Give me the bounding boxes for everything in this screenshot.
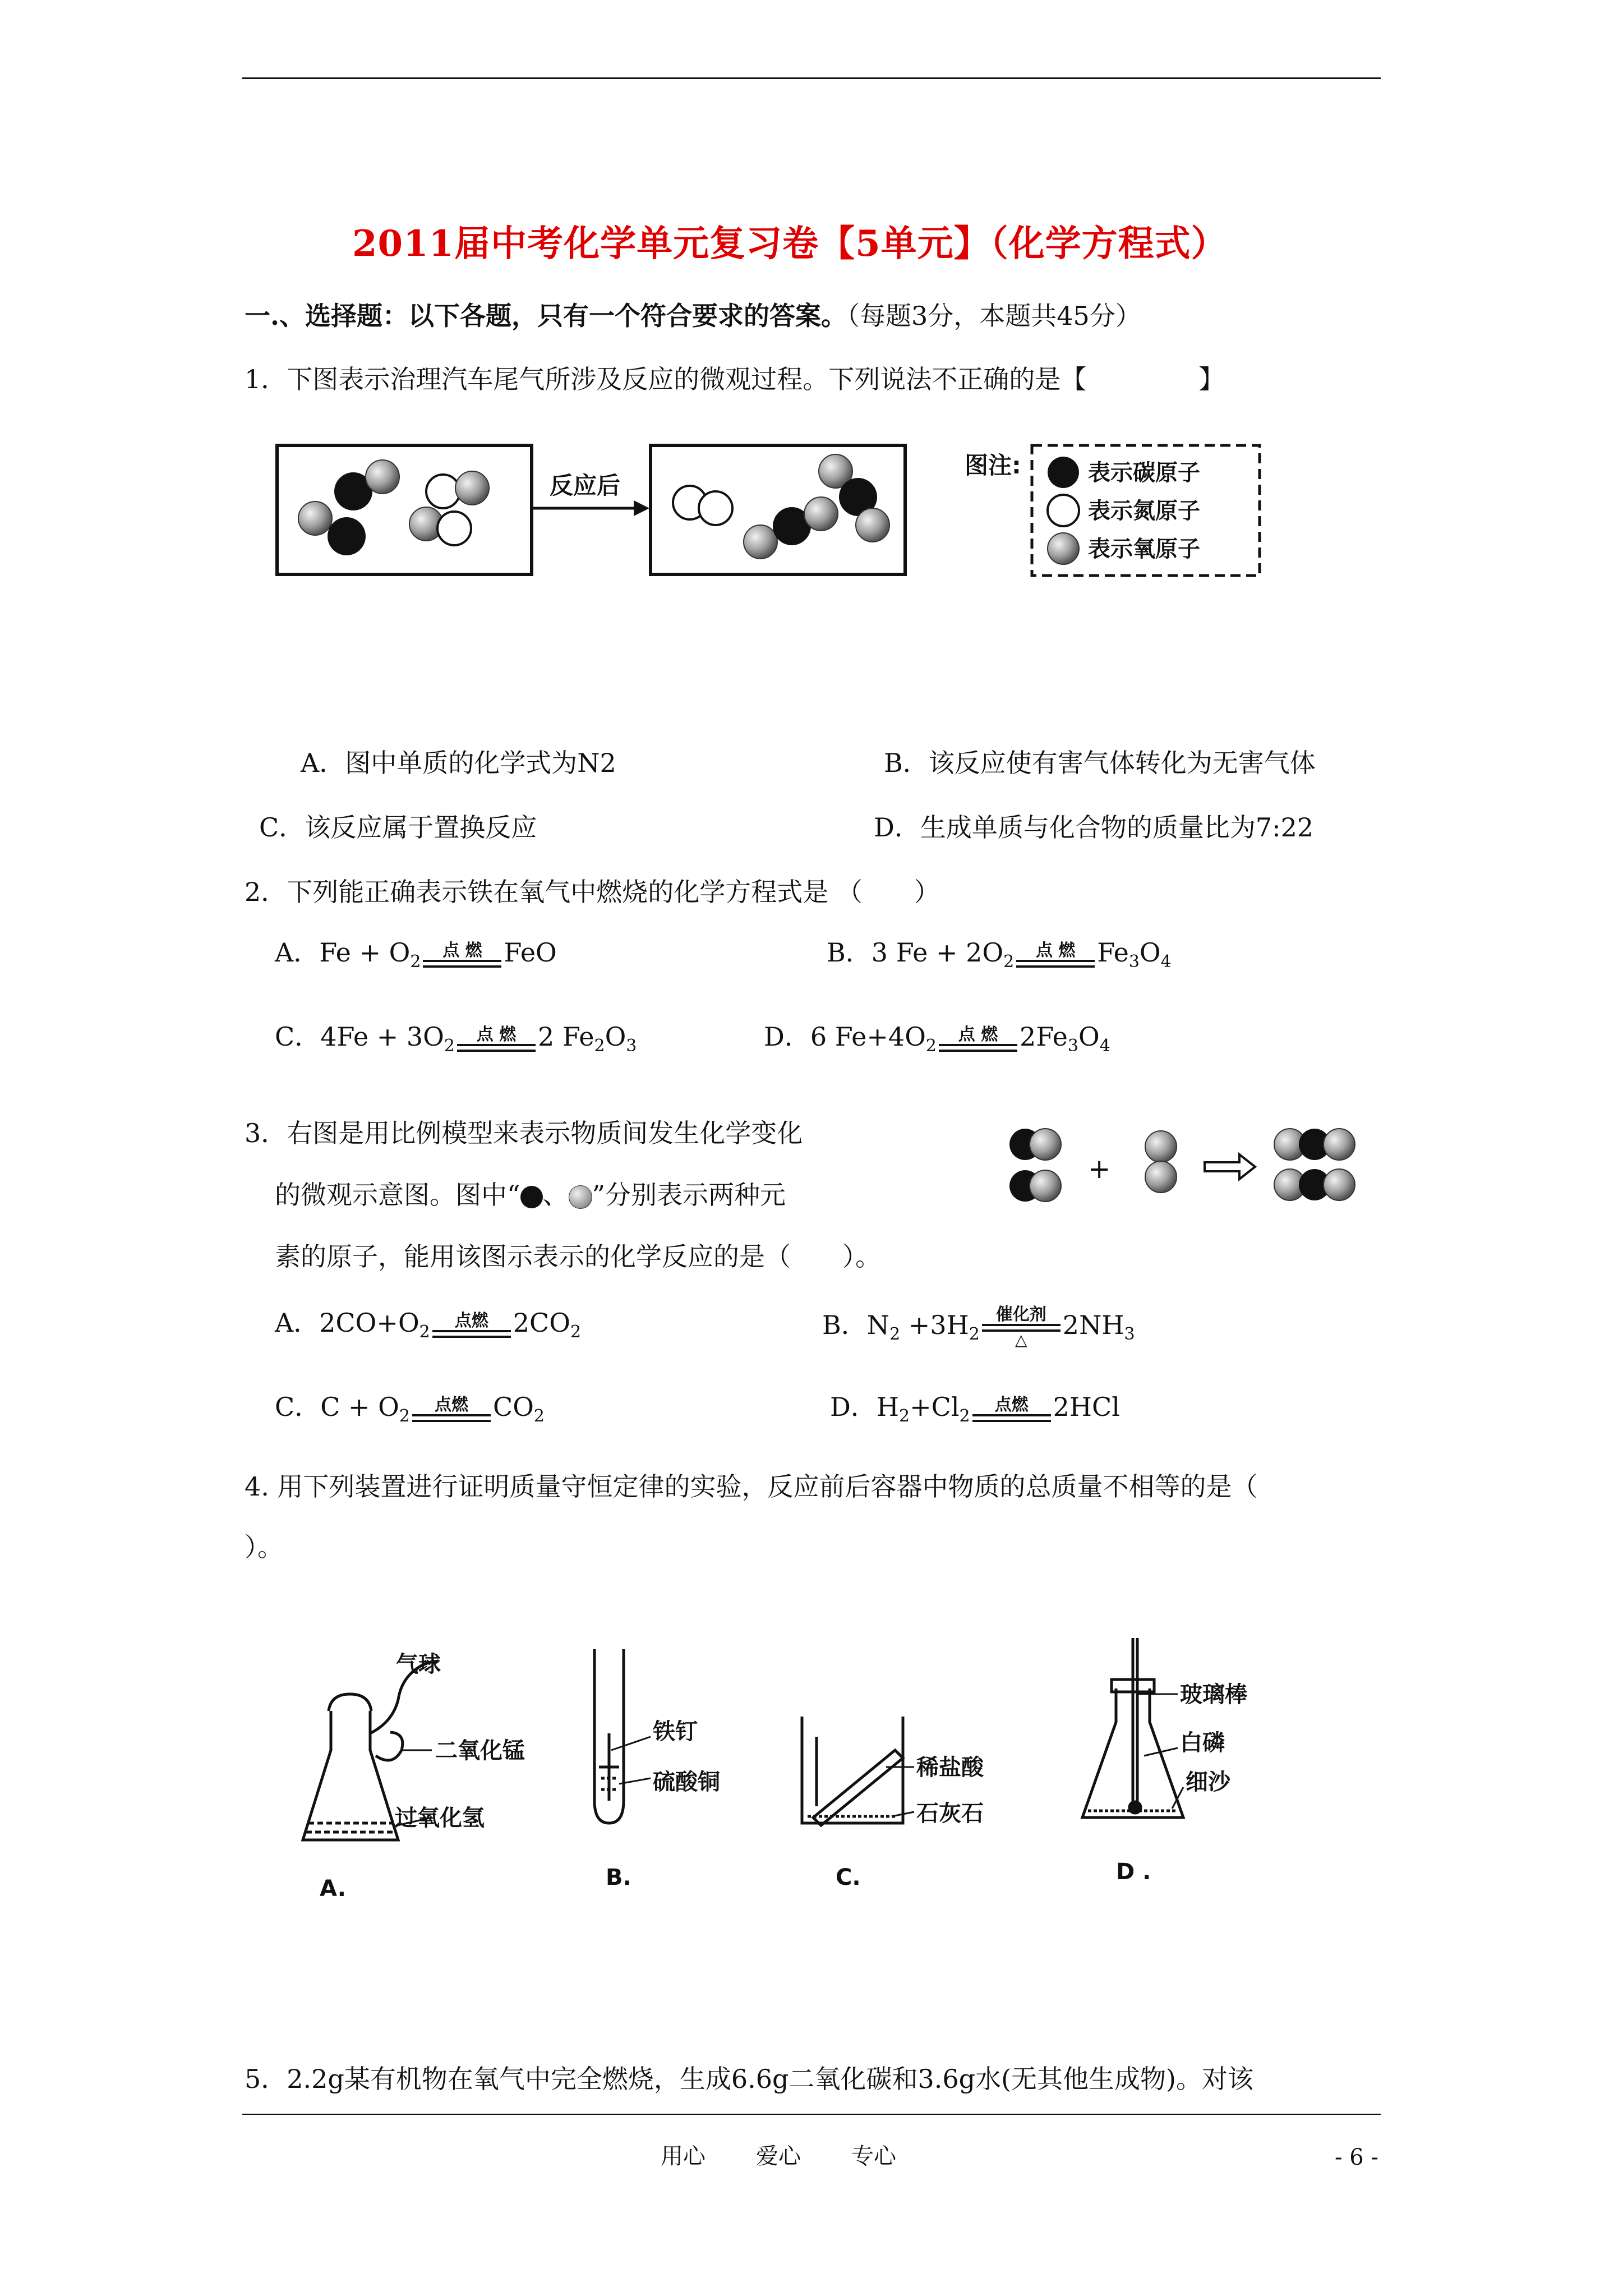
q4-d-phosphorus-label: 白磷 <box>1180 1730 1225 1756</box>
footer-motto: 用心 爱心 专心 <box>661 2143 896 2169</box>
q4-b-nail-label: 铁钉 <box>653 1719 698 1745</box>
q4-line2: ）。 <box>245 1532 283 1562</box>
footer-rule <box>242 2114 1381 2115</box>
q3-line3: 素的原子，能用该图示表示的化学反应的是（ ）。 <box>275 1241 881 1272</box>
q3-option-d: D．$H_2+Cl_2$ 点燃 2HCl <box>830 1392 1120 1427</box>
q2-d-arrow: 点 燃 <box>939 1026 1017 1052</box>
q4-apparatus-figure <box>292 1638 1312 1918</box>
q3-option-c: C．$C + O_2$ 点燃 $CO_2$ <box>275 1392 545 1427</box>
section-heading <box>245 299 1141 333</box>
q3-a-arrow: 点燃 <box>432 1312 511 1338</box>
black-atom-icon <box>520 1186 543 1208</box>
q1-option-a: A．图中单质的化学式为N2 <box>301 748 616 778</box>
q4-b-cuso4-label: 硫酸铜 <box>653 1769 720 1795</box>
q2-option-c: C．$4Fe + 3O_2$ 点 燃 2 $Fe_2O_3$ <box>275 1022 637 1056</box>
q4-d-rod-label: 玻璃棒 <box>1180 1682 1247 1708</box>
q3-line1: 3．右图是用比例模型来表示物质间发生化学变化 <box>245 1118 803 1148</box>
page-number: - 6 - <box>1335 2145 1378 2170</box>
q1-legend-title: 图注: <box>965 452 1021 479</box>
q1-option-d: D．生成单质与化合物的质量比为7:22 <box>874 812 1314 843</box>
q4-c-tag: C. <box>836 1865 861 1890</box>
q4-c-hcl-label: 稀盐酸 <box>916 1755 984 1780</box>
page-title: 2011届中考化学单元复习卷【5单元】（化学方程式） <box>352 223 1228 265</box>
q4-a-tag: A. <box>320 1876 346 1902</box>
q5-stem: 5．2.2g某有机物在氧气中完全燃烧，生成6.6g二氧化碳和3.6g水(无其他生成物)。对该 <box>245 2064 1253 2094</box>
q4-a-balloon-label: 气球 <box>396 1651 441 1677</box>
q1-legend-nitrogen: 表示氮原子 <box>1088 498 1200 524</box>
q1-stem <box>245 362 1224 396</box>
q3-reaction-figure <box>1004 1122 1374 1223</box>
q1-arrow-label: 反应后 <box>550 472 621 499</box>
q4-a-h2o2-label: 过氧化氢 <box>395 1805 485 1831</box>
q4-line1: 4. 用下列装置进行证明质量守恒定律的实验，反应前后容器中物质的总质量不相等的是（ <box>245 1471 1258 1502</box>
q4-c-limestone-label: 石灰石 <box>916 1801 984 1826</box>
q1-legend-carbon: 表示碳原子 <box>1088 460 1200 486</box>
q1-reaction-figure <box>275 438 1284 583</box>
svg-text:+: + <box>1088 1153 1111 1185</box>
q4-d-tag: D . <box>1116 1859 1151 1885</box>
q2-a-arrow: 点 燃 <box>423 942 501 968</box>
section-heading-text: 一.、选择题：以下各题，只有一个符合要求的答案。 <box>245 301 847 331</box>
q3-d-arrow: 点燃 <box>972 1396 1051 1422</box>
q1-bracket-close: 】 <box>1198 364 1225 394</box>
q3-line2: 的微观示意图。图中“ 、 ”分别表示两种元 <box>275 1180 786 1210</box>
header-rule <box>242 77 1381 79</box>
q2-stem: 2．下列能正确表示铁在氧气中燃烧的化学方程式是 （ ） <box>245 877 940 907</box>
grey-atom-icon <box>569 1185 592 1209</box>
q2-option-b: B．3 $Fe + 2O_2$ 点 燃 $Fe_3O_4$ <box>827 937 1172 972</box>
q2-option-d: D．6 $Fe+4O_2$ 点 燃 $2Fe_3O_4$ <box>764 1022 1110 1056</box>
q2-c-arrow: 点 燃 <box>457 1026 536 1052</box>
q2-option-a: A．$Fe + O_2$ 点 燃 FeO <box>275 937 557 972</box>
q2-b-arrow: 点 燃 <box>1016 942 1095 968</box>
q1-legend-oxygen: 表示氧原子 <box>1088 536 1200 562</box>
q3-option-a: A．$2CO+O_2$ 点燃 $2CO_2$ <box>275 1308 582 1342</box>
q4-b-tag: B. <box>606 1865 631 1890</box>
q1-option-c: C．该反应属于置换反应 <box>259 812 537 843</box>
q3-b-arrow: 催化剂 △ <box>982 1306 1061 1349</box>
q4-a-mno2-label: 二氧化锰 <box>435 1738 525 1764</box>
q3-c-arrow: 点燃 <box>412 1396 491 1422</box>
section-score-note: （每题3分，本题共45分） <box>847 301 1141 331</box>
q4-d-sand-label: 细沙 <box>1186 1769 1230 1795</box>
q1-option-b: B．该反应使有害气体转化为无害气体 <box>884 748 1316 778</box>
q3-option-b: B．$N_2 +3H_2$ 催化剂 △ $2NH_3$ <box>822 1305 1135 1349</box>
q1-stem-text: 1．下图表示治理汽车尾气所涉及反应的微观过程。下列说法不正确的是【 <box>245 364 1087 394</box>
